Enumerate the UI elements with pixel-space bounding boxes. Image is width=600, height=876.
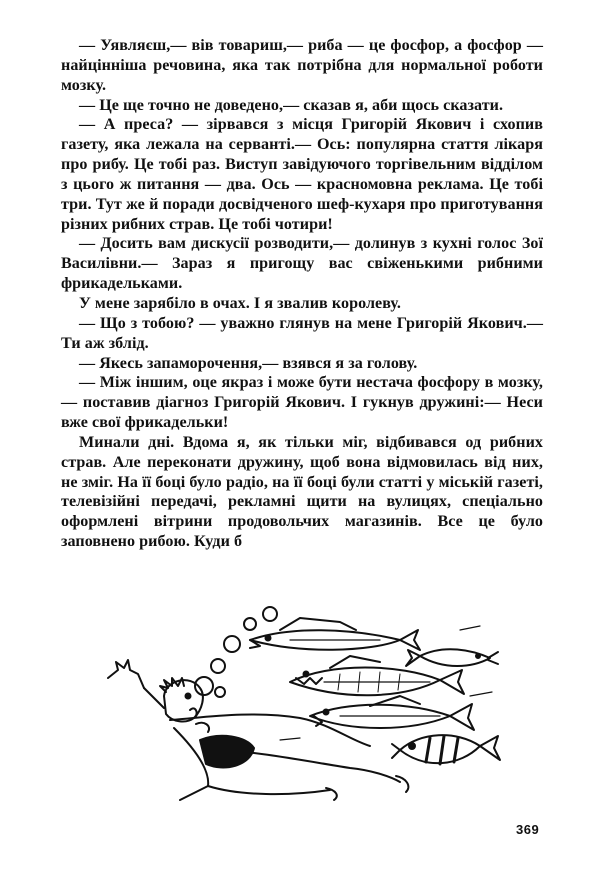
fish-top [250,618,420,650]
fish-upper-right [406,649,498,666]
paragraph: — Якесь запаморочення,— взявся я за голову. [79,354,418,372]
paragraph: — Досить вам дискусії розводити,— долинув з кухні голос Зої Василівни.— Зараз я пригощу вас свіженькими рибними фрикадельками. [61,235,543,293]
paragraph: — Між іншим, оце якраз і може бути нестача фосфору в мозку,— поставив діагноз Григорій Якович. І гукнув дружині:— Неси вже свої фрикадельки! [61,374,543,432]
swimming-man-with-fish-illustration [100,600,510,830]
bubbles [195,607,277,697]
fish-bottom-right [392,735,500,764]
fish-middle [290,656,464,695]
paragraph: — А преса? — зірвався з місця Григорій Якович і схопив газету, яка лежала на серванті.— Ось: популярна стаття лікаря про рибу. Це тобі раз. Виступ завідуючого торгівельним відділом з цього ж питання — два. Ось — красномовна реклама. Це тобі три. Тут же й поради досвідченого шеф-кухаря про приготування різних рибних страв. Це тобі чотири! [61,116,543,233]
paragraph: У мене зарябіло в очах. І я звалив королеву. [79,294,401,312]
story-text [61,36,543,552]
page-number: 369 [516,822,540,837]
paragraph: — Що з тобою? — уважно глянув на мене Григорій Якович.— Ти аж зблід. [61,314,543,352]
paragraph: Минали дні. Вдома я, як тільки міг, відбивався од рибних страв. Але переконати дружину, щоб вона відмовилась від них, не зміг. На її боці було радіо, на її боці були статті у міській газеті, телевізійні передачі, рекламні щити на вулицях, спеціально оформлені вітрини продовольчих магазинів. Все це було заповнено рибою. Куди б [61,433,543,551]
fish-lower [310,696,474,730]
paragraph: — Уявляєш,— вів товариш,— риба — це фосфор, а фосфор — найцінніша речовина, яка так потрібна для нормальної роботи мозку. [61,37,543,94]
paragraph: — Це ще точно не доведено,— сказав я, аби щось сказати. [79,96,504,114]
man-figure [108,660,408,800]
